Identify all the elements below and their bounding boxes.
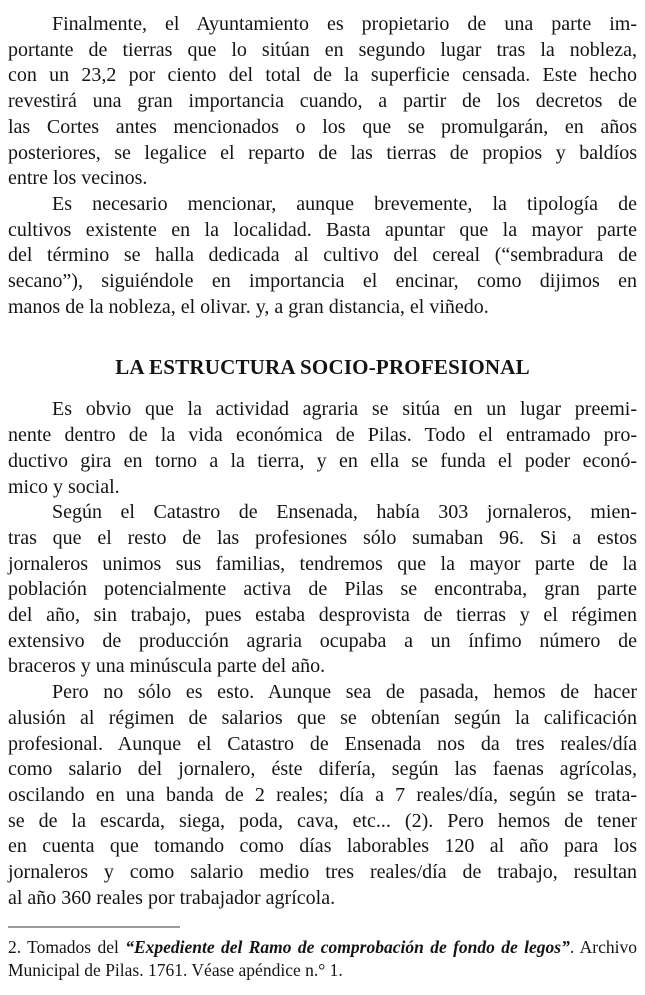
text-line: tras que el resto de las profesiones sólo sumaban 96. Si a estos [8,526,637,549]
footnote-text-segment: Municipal de Pilas. 1761. Véase apéndice n.° 1. [8,959,343,980]
text-line: en cuenta que tomando como días laborables 120 al año para los [8,835,637,858]
footnote-source-title: “Expediente del Ramo de comprobación de fondo de legos” [125,936,570,957]
text-line: profesional. Aunque el Catastro de Ensenada nos da tres reales/día [8,732,637,755]
paragraph [8,500,637,680]
text-line: extensivo de producción agraria ocupaba a un ínfimo número de [8,629,637,652]
footnote-text-segment: 2. Tomados del [8,936,126,957]
text-line: con un 23,2 por ciento del total de la superficie censada. Este hecho [8,64,637,87]
text-line: portante de tierras que lo sitúan en segundo lugar tras la nobleza, [8,38,637,61]
text-line: las Cortes antes mencionados o los que se promulgarán, en años [8,115,637,138]
text-line: Finalmente, el Ayuntamiento es propietario de una parte im- [52,13,637,35]
paragraph [8,680,637,911]
text-line: jornaleros y como salario medio tres reales/día de trabajo, resultan [8,861,637,884]
footnote [8,926,637,982]
text-line: ductivo gira en torno a la tierra, y en ella se funda el poder econó- [8,449,637,472]
text-line: braceros y una minúscula parte del año. [8,655,326,678]
footnote-line [8,936,637,959]
text-line: Según el Catastro de Ensenada, había 303 jornaleros, mien- [52,501,637,524]
paragraph [8,12,637,192]
paragraph [8,397,637,500]
section-heading: LA ESTRUCTURA SOCIO-PROFESIONAL [115,355,530,380]
footnote-line [8,959,637,982]
footnote-text [8,936,637,982]
body-text-top [8,12,637,320]
text-line: del término se halla dedicada al cultivo del cereal (“sembradura de [8,244,637,267]
text-line: mico y social. [8,475,120,498]
text-line: entre los vecinos. [8,167,148,190]
text-line: secano”), siguiéndole en importancia el encinar, como dijimos en [8,270,637,293]
text-line: como salario del jornalero, éste difería, según las faenas agrícolas, [8,758,637,781]
text-line: alusión al régimen de salarios que se obtenían según la calificación [8,706,637,729]
text-line: jornaleros unimos sus familias, tendremos que la mayor parte de la [8,552,637,575]
text-line: al año 360 reales por trabajador agrícola. [8,886,336,909]
text-line: del año, sin trabajo, pues estaba desprovista de tierras y el régimen [8,604,637,627]
text-line: oscilando en una banda de 2 reales; día a 7 reales/día, según se trata- [8,783,637,806]
text-line: nente dentro de la vida económica de Pilas. Todo el entramado pro- [8,424,637,447]
text-line: posteriores, se legalice el reparto de las tierras de propios y baldíos [8,141,637,164]
text-line: población potencialmente activa de Pilas se encontraba, gran parte [8,578,637,601]
text-line: cultivos existente en la localidad. Basta apuntar que la mayor parte [8,218,637,241]
text-line: Es necesario mencionar, aunque brevemente, la tipología de [52,192,637,215]
body-text-bottom [8,397,637,911]
text-line: Pero no sólo es esto. Aunque sea de pasada, hemos de hacer [52,681,637,704]
text-line: manos de la nobleza, el olivar. y, a gran distancia, el viñedo. [8,295,489,318]
footnote-text-segment: . Archivo [569,936,637,957]
text-line: revestirá una gran importancia cuando, a partir de los decretos de [8,90,637,113]
text-line: se de la escarda, siega, poda, cava, etc... (2). Pero hemos de tener [8,809,637,832]
footnote-rule [8,926,180,928]
paragraph [8,192,637,321]
text-line: Es obvio que la actividad agraria se sitúa en un lugar preemi- [52,398,637,421]
